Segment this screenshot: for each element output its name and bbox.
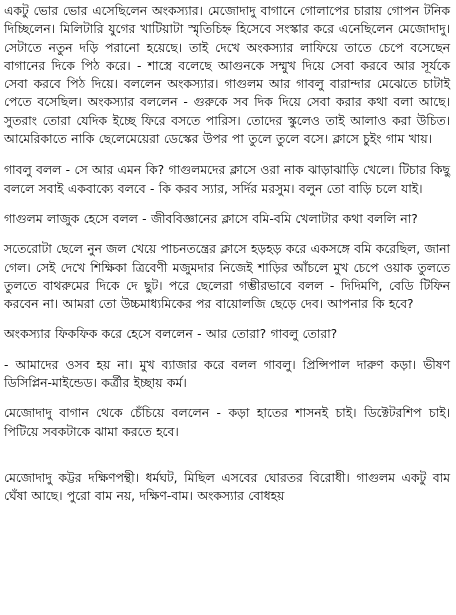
paragraph-4: সতেরোটা ছেলে নুন জল খেয়ে পাচনতন্ত্রের ক্লাসে হড়হড় করে একসঙ্গে বমি করেছিল, জানা গেল। সেই দেখে শিক্ষিকা ত্রিবেণী মজুমদার নিজেই শাড়ির আঁচলে মুখ চেপে ওয়াক তুলতে তুলতে বাথরুমের দিকে দে ছুট। পরে ছেলেরা গম্ভীরভাবে বলল - দিদিমণি, বেডি টিফিন করবেন না। আমরা তো উচ্চমাধ্যমিকের পর বায়োলজি ছেড়ে দেব। আপনার কি হবে? [4, 242, 450, 312]
paragraph-2: গাবলু বলল - সে আর এমন কি? গাগুলমদের ক্লাসে ওরা নাক ঝাড়াঝাড়ি খেলে। টিচার কিছু বললে সবাই একবাক্যে বলবে - কি করব স্যার, সর্দির মরসুম। বলুন তো বাড়ি চলে যাই। [4, 163, 450, 196]
paragraph-7: মেজোদাদু বাগান থেকে চেঁচিয়ে বললেন - কড়া হাতের শাসনই চাই। ডিক্টেটরশিপ চাই। পিটিয়ে সবকটাকে ঝামা করতে হবে। [4, 406, 450, 439]
paragraph-3: গাগুলম লাজুক হেসে বলল - জীববিজ্ঞানের ক্লাসে বমি-বমি খেলাটার কথা বললি না? [4, 211, 418, 226]
paragraph-6: - আমাদের ওসব হয় না। মুখ ব্যাজার করে বলল গাবলু। প্রিন্সিপাল দারুণ কড়া। ভীষণ ডিসিপ্লিন-মাইন্ডেড। কর্ত্রীর ইচ্ছায় কর্ম। [4, 357, 450, 391]
paragraph-1: একটু ভোর ভোর এসেছিলেন অংকস্যার। মেজোদাদু বাগানে গোলাপের চারায় গোপন টনিক দিচ্ছিলেন। মিলিটারি যুগের খাটিয়াটা স্মৃতিচিহ্ন হিসেবে সংস্কার করে এনেছিলেন মেজোদাদু। সেটাতে নতুন দড়ি পরানো হয়েছে। তাই দেখে অংকস্যার লাফিয়ে তাতে চেপে বসেছেন বাগানের দিকে পিঠ করে। - শাস্ত্রে বলেছে আগুনকে সম্মুখ দিয়ে সেবা করবে আর সূর্যকে সেবা করবে পিঠ দিয়ে। বললেন অংকস্যার। গাগুলম আর গাবলু বারান্দার মেঝেতে চাটাই পেতে বসেছিল। অংকস্যার বললেন - গুরুকে সব দিক দিয়ে সেবা করার কথা বলা আছে। সুতরাং তোরা যেদিক ইচ্ছে ফিরে বসতে পারিস। তোদের স্কুলেও তাই আলাও করা উচিত। আমেরিকাতে নাকি ছেলেমেয়েরা ডেস্কের উপর পা তুলে তুলে বসে। ক্লাসে চুইং গাম খায়। [4, 4, 450, 147]
paragraph-5: অংকস্যার ফিকফিক করে হেসে বললেন - আর তোরা? গাবলু তোরা? [4, 327, 338, 342]
paragraph-8: মেজোদাদু কট্টর দক্ষিণপন্থী। ধর্মঘট, মিছিল এসবের ঘোরতর বিরোধী। গাগুলম একটু বাম ঘেঁষা আছে। পুরো বাম নয়, দক্ষিণ-বাম। অংকস্যার বোধহয় [4, 470, 450, 504]
